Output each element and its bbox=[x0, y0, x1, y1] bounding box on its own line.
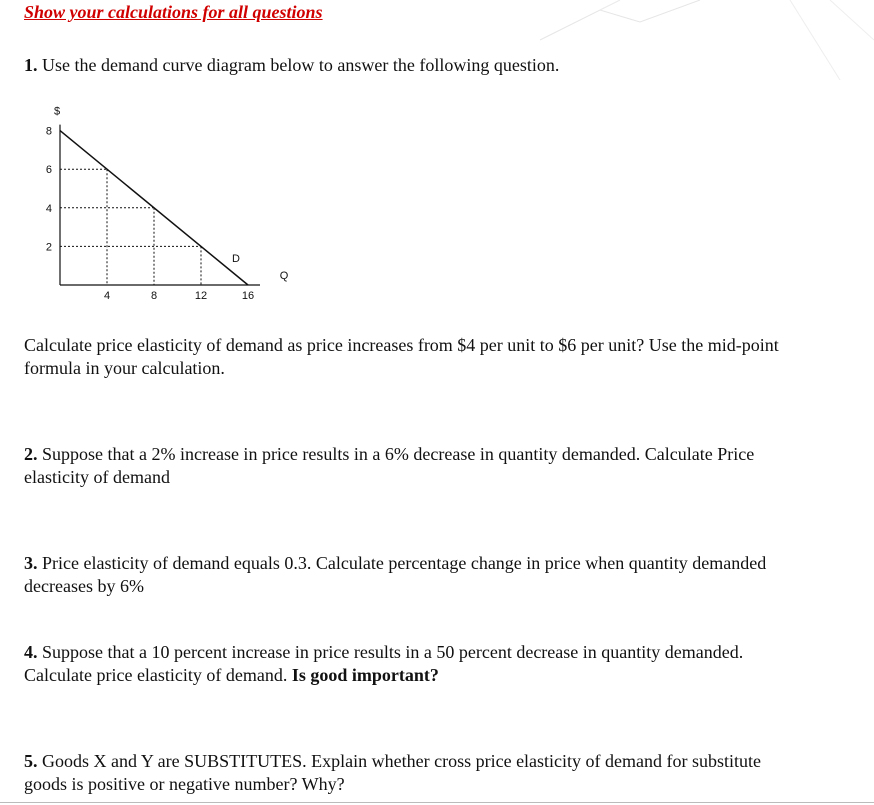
x-tick-label: 16 bbox=[241, 290, 255, 302]
y-tick-label: 6 bbox=[45, 164, 52, 177]
x-tick-label: 8 bbox=[150, 290, 158, 302]
question-text: Price elasticity of demand equals 0.3. Calculate percentage change in price when quantity demanded decreases by 6% bbox=[24, 553, 767, 596]
demand-curve-label: D bbox=[232, 252, 240, 265]
question-4 bbox=[24, 641, 784, 687]
question-number: 1. bbox=[24, 55, 38, 75]
demand-curve-diagram bbox=[30, 95, 310, 310]
question-1-prompt bbox=[24, 334, 784, 380]
question-number: 3. bbox=[24, 553, 38, 573]
question-text: Suppose that a 2% increase in price results in a 6% decrease in quantity demanded. Calculate Price elasticity of demand bbox=[24, 444, 755, 487]
question-text: Use the demand curve diagram below to answer the following question. bbox=[42, 55, 560, 75]
page-title: Show your calculations for all questions bbox=[24, 2, 323, 22]
question-3 bbox=[24, 552, 784, 598]
question-number: 2. bbox=[24, 444, 38, 464]
question-number: 5. bbox=[24, 751, 38, 771]
question-text: Calculate price elasticity of demand as price increases from $4 per unit to $6 per unit? Use the mid-point formula in your calculation. bbox=[24, 335, 779, 378]
x-axis-label: Q bbox=[279, 270, 289, 282]
question-bold-note: Is good important? bbox=[291, 665, 439, 685]
y-tick-label: 8 bbox=[45, 125, 52, 138]
question-number: 4. bbox=[24, 642, 38, 662]
x-tick-label: 12 bbox=[194, 290, 208, 302]
question-2 bbox=[24, 443, 784, 489]
question-text: Goods X and Y are SUBSTITUTES. Explain whether cross price elasticity of demand for substitute goods is positive or negative number? Why? bbox=[24, 751, 762, 794]
x-tick-label: 4 bbox=[103, 290, 111, 302]
y-tick-label: 4 bbox=[45, 202, 52, 215]
bottom-divider bbox=[0, 802, 874, 803]
y-axis-label: $ bbox=[53, 105, 61, 118]
question-1 bbox=[24, 54, 784, 77]
question-text: Suppose that a 10 percent increase in price results in a 50 percent decrease in quantity demanded. Calculate price elasticity of demand. bbox=[24, 642, 744, 685]
y-tick-label: 2 bbox=[45, 241, 52, 254]
question-5 bbox=[24, 750, 784, 796]
